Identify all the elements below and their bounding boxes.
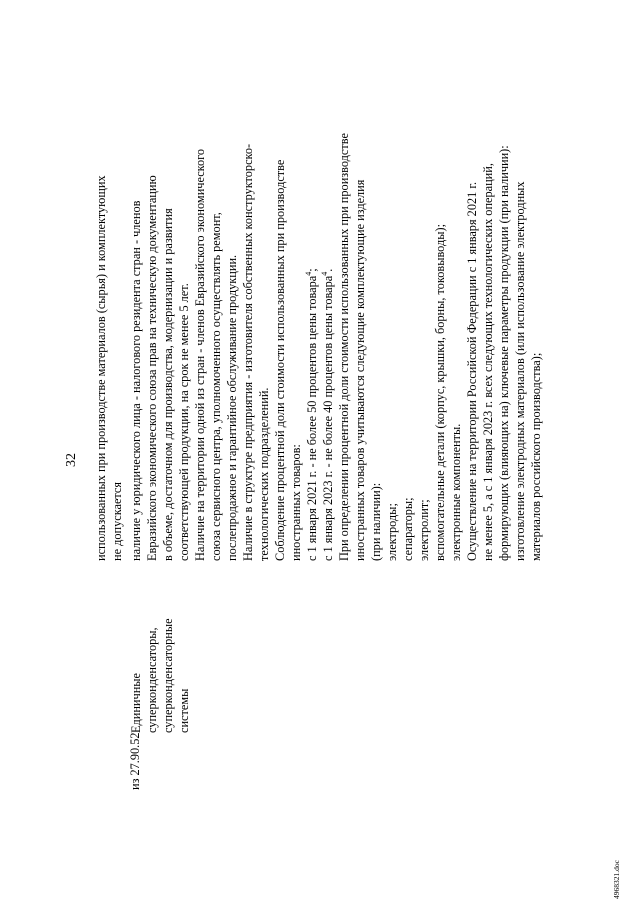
- requirement-line: [144, 41, 160, 561]
- requirement-line: [320, 41, 336, 561]
- requirement-text: Наличие на территории одной из стран - членов Евразийского экономического: [193, 148, 207, 561]
- requirement-line: [528, 41, 544, 561]
- requirement-line: [336, 41, 352, 561]
- product-name: [128, 618, 192, 733]
- requirement-line: [208, 41, 224, 561]
- requirement-text: формирующих (влияющих на) ключевые параметры продукции (при наличии):: [497, 145, 511, 561]
- requirement-line: [192, 41, 208, 561]
- requirement-line: [352, 41, 368, 561]
- requirement-line: [160, 41, 176, 561]
- requirement-line: [400, 41, 416, 561]
- requirement-line: [480, 41, 496, 561]
- requirement-line: [288, 41, 304, 561]
- requirement-line: [448, 41, 464, 561]
- text-line: суперконденсаторы,: [145, 627, 159, 733]
- requirement-line: [224, 41, 240, 561]
- requirement-text: Соблюдение процентной доли стоимости использованных при производстве: [273, 159, 287, 561]
- requirement-text: электронные компоненты.: [449, 423, 463, 561]
- requirement-text: сепараторы;: [401, 497, 415, 561]
- requirement-text: (при наличии):: [369, 482, 383, 561]
- document-id: 4968321.doc: [612, 860, 621, 899]
- requirement-line: [256, 41, 272, 561]
- requirement-text: с 1 января 2023 г. - не более 40 процентов цены товара: [321, 275, 335, 561]
- requirement-line: [464, 41, 480, 561]
- requirement-line: [240, 41, 256, 561]
- text-line: Единичные: [129, 673, 143, 733]
- requirement-text: изготовление электродных материалов (или использование электродных: [513, 181, 527, 561]
- requirement-text: не менее 5, а с 1 января 2023 г. всех следующих технологических операций,: [481, 163, 495, 561]
- requirement-text: с 1 января 2021 г. - не более 50 процентов цены товара: [305, 275, 319, 561]
- text-line: использованных при производстве материалов (сырья) и комплектующих: [94, 175, 108, 561]
- punctuation: ;: [305, 268, 319, 272]
- requirement-line: [512, 41, 528, 561]
- page-number: 32: [64, 453, 79, 467]
- requirement-text: соответствующей продукции, на срок не менее 5 лет.: [177, 283, 191, 561]
- requirement-text: союза сервисного центра, уполномоченного осуществлять ремонт,: [209, 212, 223, 561]
- requirement-line: [368, 41, 384, 561]
- requirement-text: послепродажное и гарантийное обслуживание продукции.: [225, 254, 239, 561]
- requirement-text: Наличие в структуре предприятия - изготовителя собственных конструкторско-: [241, 143, 255, 561]
- requirement-text: в объеме, достаточном для производства, модернизации и развития: [161, 208, 175, 561]
- text-line: суперконденсаторные: [161, 618, 175, 733]
- requirement-text: материалов российского производства);: [529, 352, 543, 561]
- requirement-text: вспомогательные детали (корпус, крышки, борны, токовыводы);: [433, 224, 447, 561]
- punctuation: .: [321, 268, 335, 272]
- requirements-text: [128, 41, 544, 561]
- requirement-text: При определении процентной доли стоимости использованных при производстве: [337, 133, 351, 561]
- requirement-line: [304, 41, 320, 561]
- footnote-mark: 4: [319, 271, 329, 276]
- requirement-text: иностранных товаров учитываются следующие комплектующие изделия: [353, 179, 367, 561]
- footnote-mark: 4: [303, 271, 313, 276]
- text-line: системы: [177, 688, 191, 733]
- requirement-line: [432, 41, 448, 561]
- requirement-text: Евразийского экономического союза прав на техническую документацию: [145, 175, 159, 561]
- text-line: не допускается: [110, 481, 124, 561]
- requirement-text: наличие у юридического лица - налогового резидента стран - членов: [129, 200, 143, 561]
- requirement-text: электроды;: [385, 503, 399, 561]
- requirement-line: [496, 41, 512, 561]
- requirement-line: [416, 41, 432, 561]
- continued-text: [93, 41, 125, 561]
- requirement-line: [384, 41, 400, 561]
- requirement-line: [128, 41, 144, 561]
- requirement-text: электролит;: [417, 499, 431, 561]
- requirement-text: Осуществление на территории Российской Федерации с 1 января 2021 г.: [465, 181, 479, 561]
- product-code: из 27.90.52: [128, 732, 142, 790]
- requirement-line: [272, 41, 288, 561]
- requirement-text: иностранных товаров:: [289, 444, 303, 561]
- requirement-text: технологических подразделений.: [257, 387, 271, 561]
- requirement-line: [176, 41, 192, 561]
